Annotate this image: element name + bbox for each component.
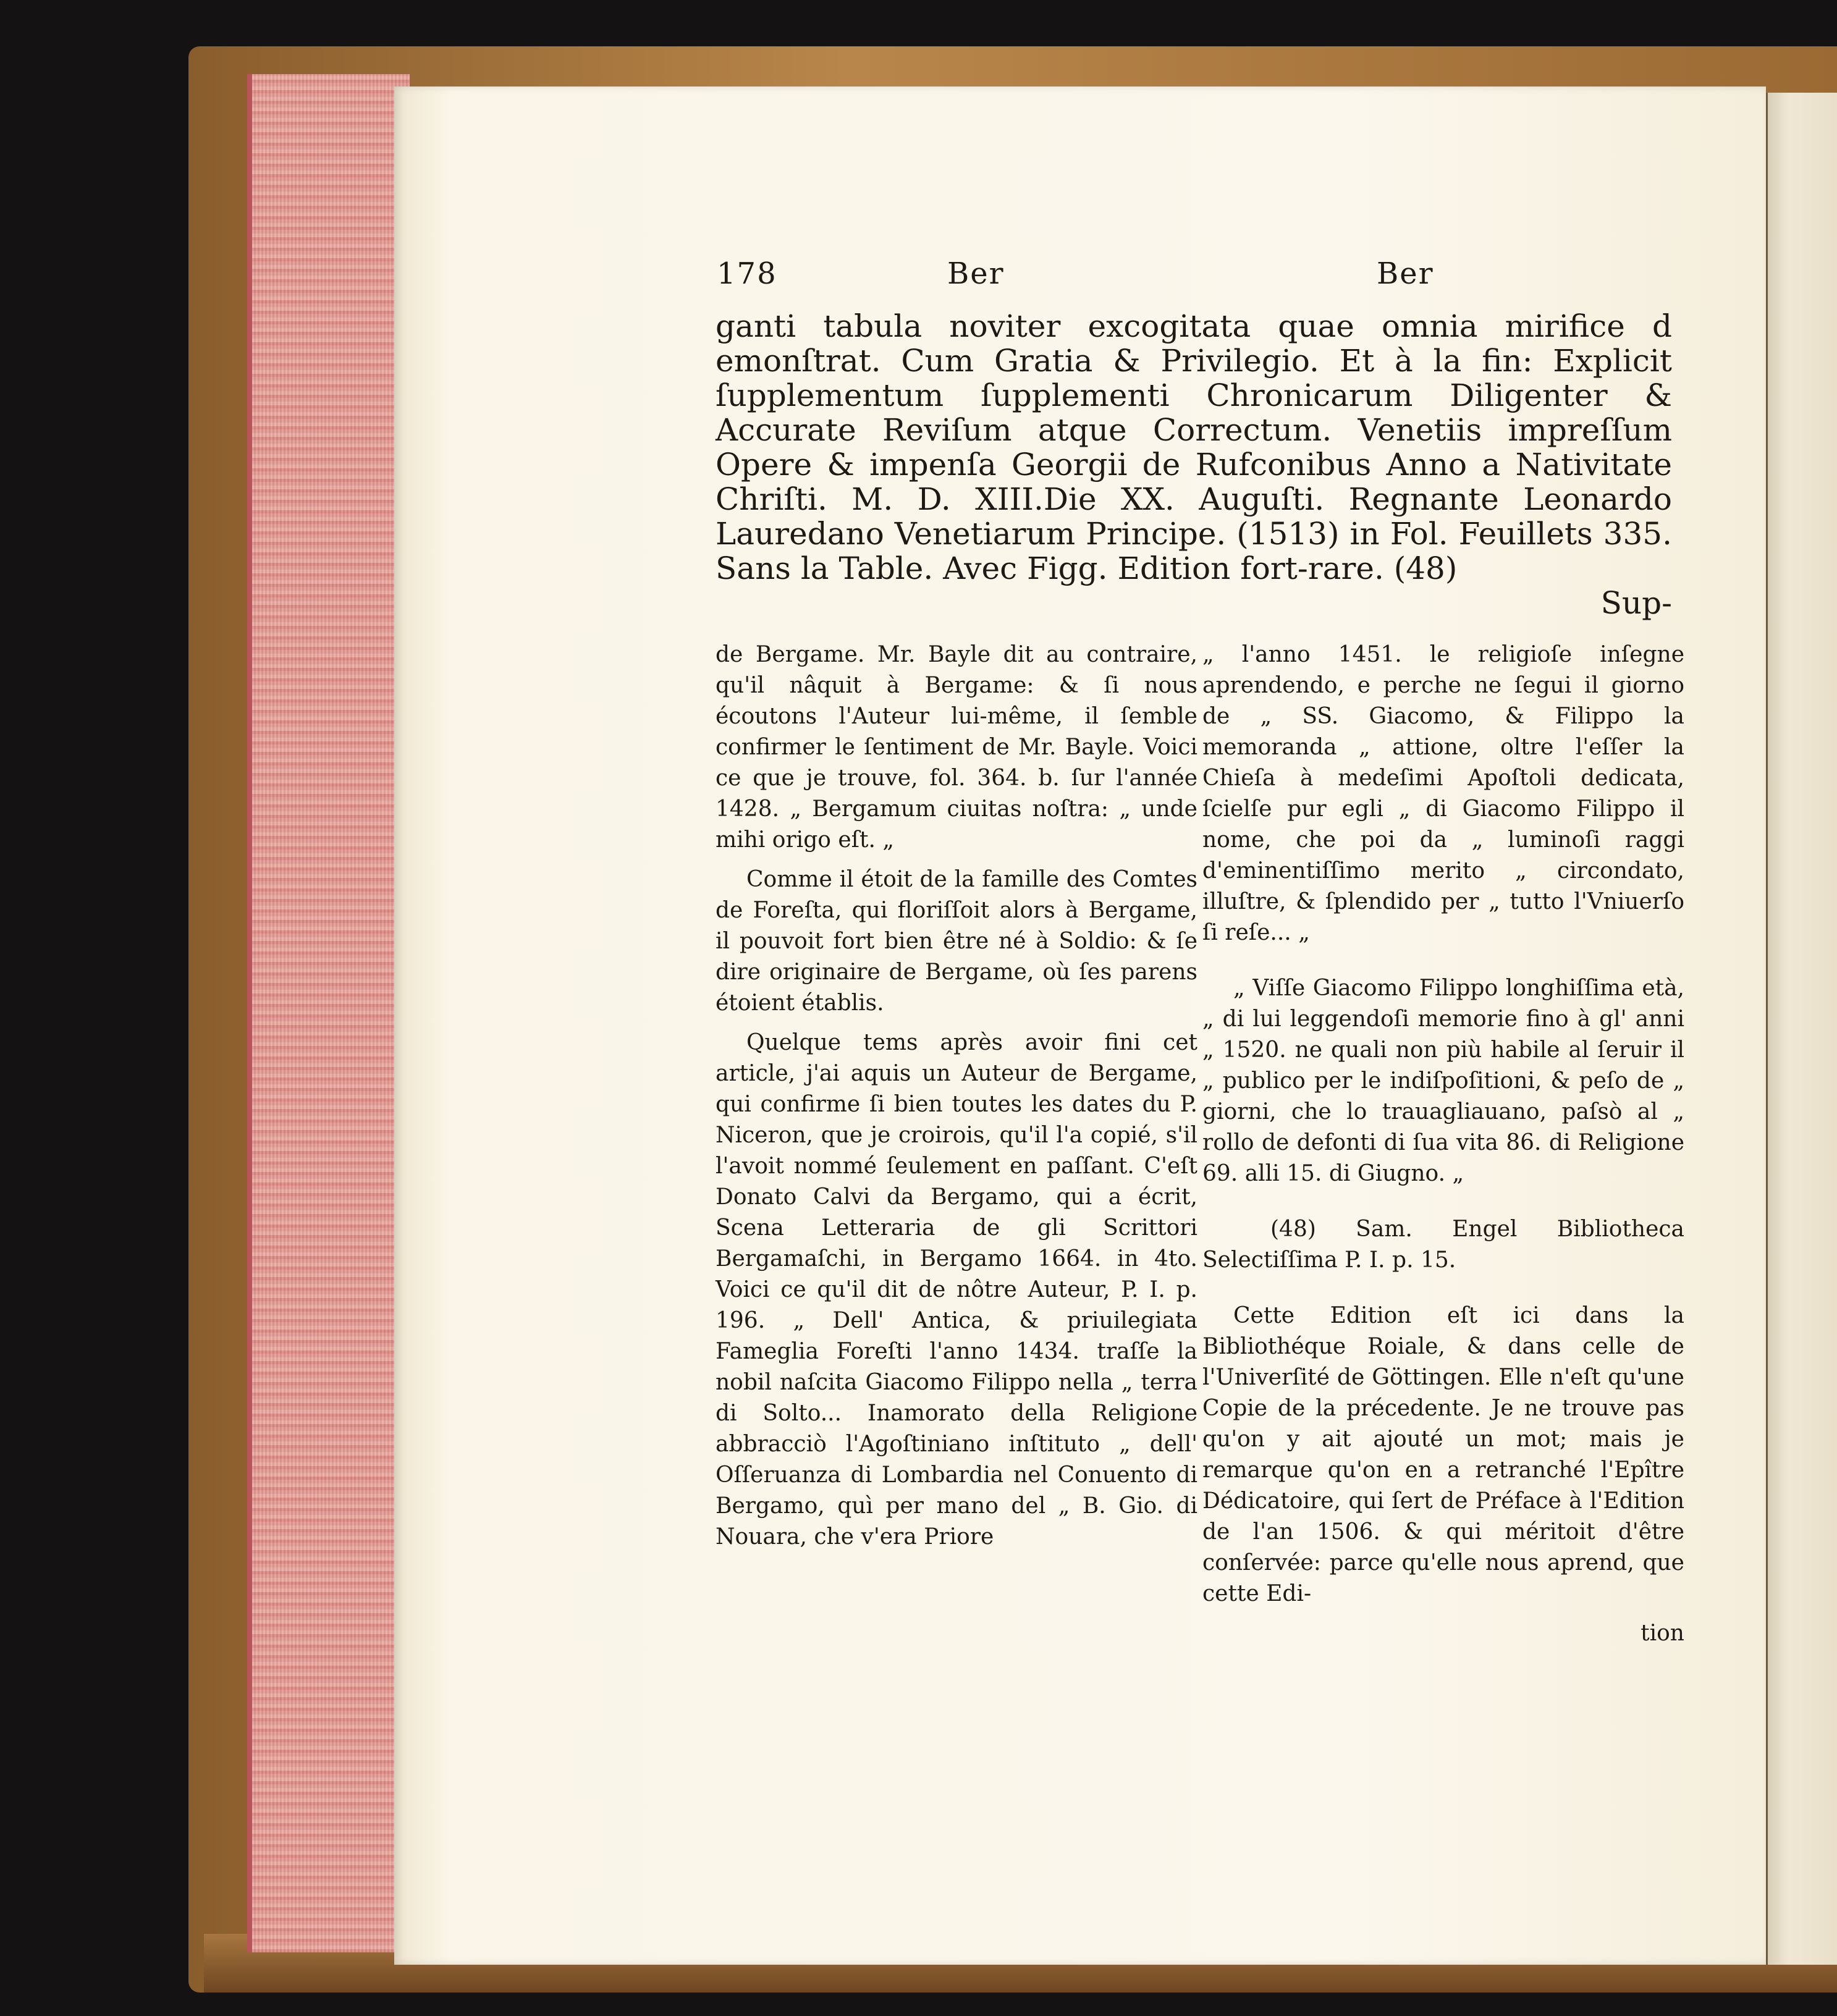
page-number: 178 [717, 256, 777, 291]
top-catchword: Sup- [1600, 585, 1672, 621]
right-paragraph-4: Cette Edition eſt ici dans la Bibliothéque Roiale, & dans celle de l'Univerſité de Göttingen. Elle n'eſt qu'une Copie de la précedente. Je ne trouve pas qu'on y ait ajouté un mot; mais je remarque qu'on en a retranché l'Epître Dédicatoire, qui ſert de Préface à l'Edition de l'an 1506. & qui méritoit d'être conſervée: parce qu'elle nous aprend, que cette Edi- [1202, 1303, 1684, 1606]
left-paragraph-2: Comme il étoit de la famille des Comtes de Foreſta, qui floriſſoit alors à Bergame, il pouvoit fort bien être né à Soldio: & ſe dire originaire de Bergame, où ſes parens étoient établis. [716, 867, 1197, 1016]
running-head-left: Ber [947, 256, 1005, 291]
top-paragraph: ganti tabula noviter excogitata quae omnia mirifice d emonſtrat. Cum Gratia & Privilegio. Et à la fin: Explicit ſupplementum ſupplementi Chronicarum Diligenter & Accurate Reviſum atque Correctum. Venetiis impreſſum Opere & impenſa Georgii de Rufconibus Anno a Nativitate Chriſti. M. D. XIII.Die XX. Auguſti. Regnante Leonardo Lauredano Venetiarum Principe. (1513) in Fol. Feuillets 335. Sans la Table. Avec Figg. Edition fort-rare. (48) [716, 308, 1672, 586]
left-column [716, 639, 1197, 1561]
bottom-catchword: tion [1641, 1621, 1684, 1646]
right-paragraph-2: „ Viſſe Giacomo Filippo longhiſſima età, „ di lui leggendoſi memorie fino à gl' anni „ 1520. ne quali non più habile al ſeruir il „ publico per le indiſpoſitioni, & peſo de „ giorni, che lo trauagliauano, paſsò al „ rollo de defonti di ſua vita 86. di Religione 69. alli 15. di Giugno. „ [1202, 976, 1684, 1186]
right-paragraph-1: „ l'anno 1451. le religioſe inſegne aprendendo, e perche ne ſegui il giorno de „ SS. Giacomo, & Filippo la memoranda „ attione, oltre l'eſſer la Chieſa à medeſimi Apoſtoli dedicata, ſcielſe pur egli „ di Giacomo Filippo il nome, che poi da „ luminoſi raggi d'eminentiſſimo merito „ circondato, illuſtre, & ſplendido per „ tutto l'Vniuerſo ſi reſe... „ [1202, 642, 1684, 945]
top-paragraph-block [716, 309, 1672, 620]
left-paragraph-1: de Bergame. Mr. Bayle dit au contraire, qu'il nâquit à Bergame: & ſi nous écoutons l'Auteur lui-même, il ſemble confirmer le ſentiment de Mr. Bayle. Voici ce que je trouve, fol. 364. b. ſur l'année 1428. „ Bergamum ciuitas noſtra: „ unde mihi origo eſt. „ [716, 642, 1197, 853]
left-paragraph-3: Quelque tems après avoir fini cet article, j'ai aquis un Auteur de Bergame, qui confirme ſi bien toutes les dates du P. Niceron, que je croirois, qu'il l'a copié, s'il l'avoit nommé ſeulement en paſſant. C'eſt Donato Calvi da Bergamo, qui a écrit, Scena Letteraria de gli Scrittori Bergamaſchi, in Bergamo 1664. in 4to. Voici ce qu'il dit de nôtre Auteur, P. I. p. 196. „ Dell' Antica, & priuilegiata Fameglia Foreſti l'anno 1434. traſſe la nobil naſcita Giacomo Filippo nella „ terra di Solto... Inamorato della Religione abbracciò l'Agoſtiniano inſtituto „ dell' Oſſeruanza di Lombardia nel Conuento di Bergamo, quì per mano del „ B. Gio. di Nouara, che v'era Priore [716, 1030, 1197, 1550]
running-head-right: Ber [1377, 256, 1434, 291]
footnote-48: (48) Sam. Engel Bibliotheca Selectiſſima P. I. p. 15. [1202, 1217, 1684, 1273]
facing-page-sliver [1766, 93, 1837, 1965]
page-block-edge [247, 74, 410, 1952]
right-column [1202, 639, 1684, 1658]
